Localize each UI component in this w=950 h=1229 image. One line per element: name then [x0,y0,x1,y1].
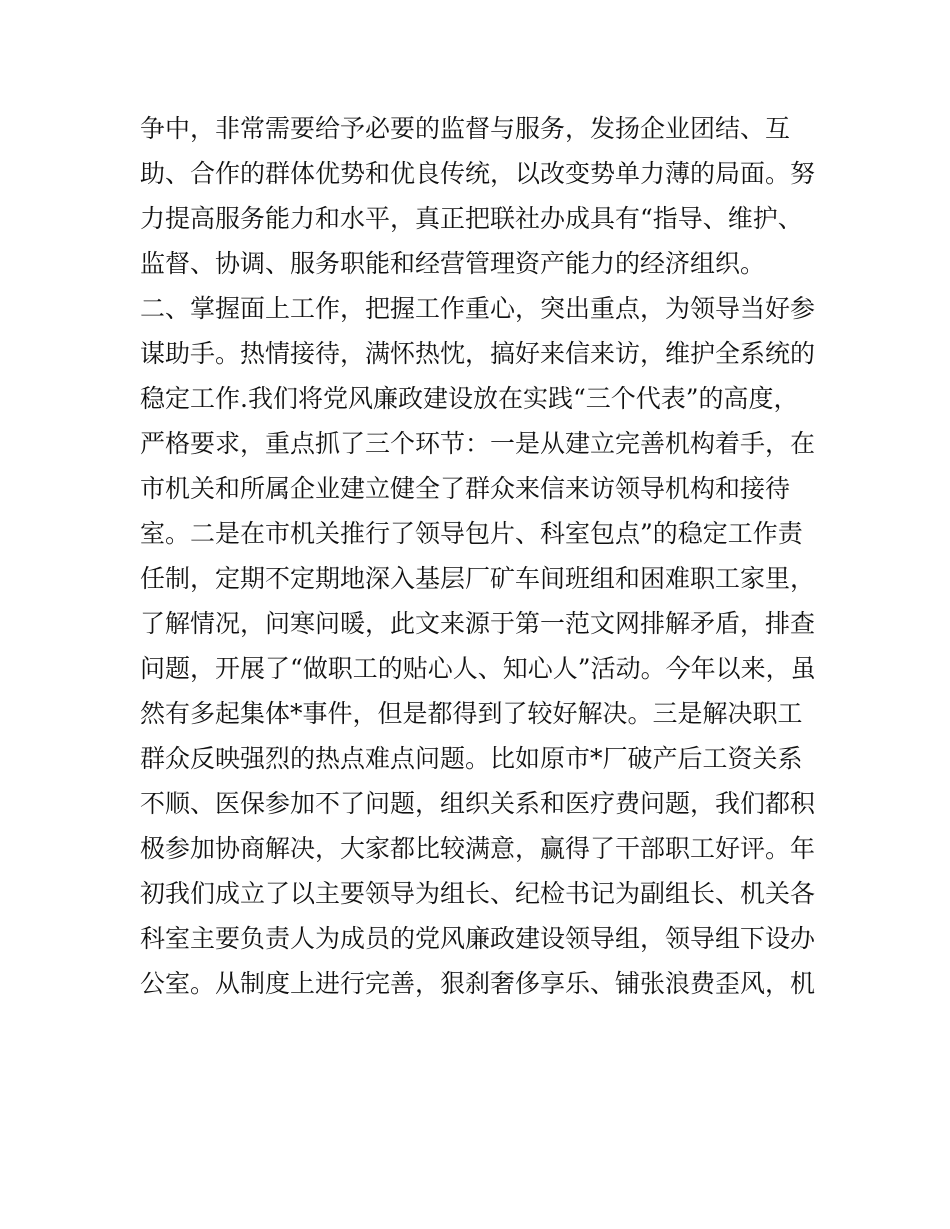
text-line: 问题，开展了“做职工的贴心人、知心人”活动。今年以来，虽 [140,654,816,683]
text-line: 公室。从制度上进行完善，狠刹奢侈享乐、铺张浪费歪风，机 [140,969,816,998]
text-line: 初我们成立了以主要领导为组长、纪检书记为副组长、机关各 [140,879,816,908]
text-line: 力提高服务能力和水平，真正把联社办成具有“指导、维护、 [140,204,803,233]
text-line: 市机关和所属企业建立健全了群众来信来访领导机构和接待 [140,474,791,503]
text-line: 严格要求，重点抓了三个环节：一是从建立完善机构着手，在 [140,429,816,458]
text-line: 室。二是在市机关推行了领导包片、科室包点”的稳定工作责 [140,519,803,548]
text-line: 助、合作的群体优势和优良传统，以改变势单力薄的局面。努 [140,159,816,188]
text-line: 了解情况，问寒问暖，此文来源于第一范文网排解矛盾，排查 [140,609,816,638]
body-text [140,106,830,1006]
text-line: 稳定工作.我们将党风廉政建设放在实践“三个代表”的高度， [140,384,799,413]
text-line: 监督、协调、服务职能和经营管理资产能力的经济组织。 [140,249,766,278]
text-line: 然有多起集体*事件，但是都得到了较好解决。三是解决职工 [140,699,803,728]
text-line: 任制，定期不定期地深入基层厂矿车间班组和困难职工家里， [140,564,816,593]
text-line: 争中，非常需要给予必要的监督与服务，发扬企业团结、互 [140,114,791,143]
text-line: 二、掌握面上工作，把握工作重心，突出重点，为领导当好参 [140,294,816,323]
text-line: 不顺、医保参加不了问题，组织关系和医疗费问题，我们都积 [140,789,816,818]
text-line: 极参加协商解决，大家都比较满意，赢得了干部职工好评。年 [140,834,816,863]
text-line: 科室主要负责人为成员的党风廉政建设领导组，领导组下设办 [140,924,816,953]
text-line: 谋助手。热情接待，满怀热忱，搞好来信来访，维护全系统的 [140,339,816,368]
text-line: 群众反映强烈的热点难点问题。比如原市*厂破产后工资关系 [140,744,803,773]
